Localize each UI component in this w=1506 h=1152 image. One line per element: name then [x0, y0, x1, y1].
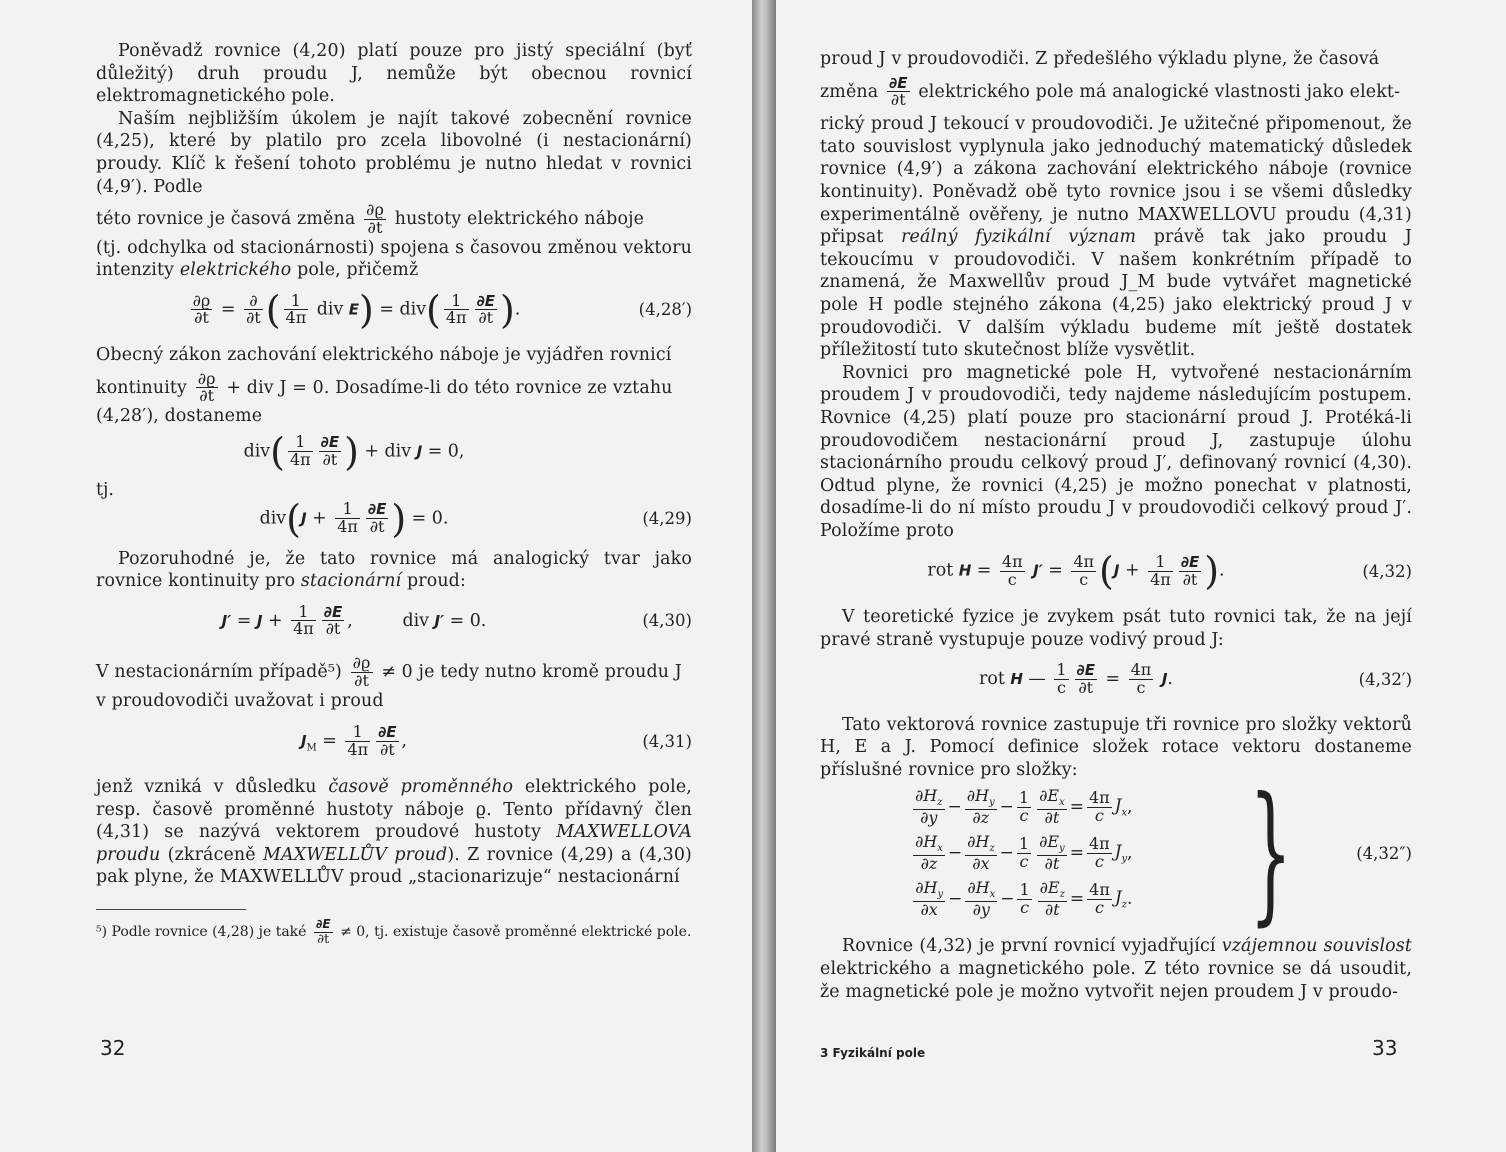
paragraph: v proudovodiči uvažovat i proud: [96, 690, 384, 711]
equation-row-z: $\frac{\partial H_y}{\partial x}$ − $\frac{\partial H_x}{\partial y}$ − $\frac{1}{c}$ $\frac{\partial E_z}{\partial t}$ = $\frac{4\pi}{c}$ $J_z$ .: [915, 878, 1133, 919]
equation-label: (4,32): [1362, 561, 1412, 581]
paragraph: Obecný zákon zachování elektrického náboje je vyjádřen rovnicí: [96, 344, 672, 365]
math-fraction: $\frac{\partial ϱ}{\partial t}$: [197, 368, 216, 406]
math-fraction: $\frac{\partial E}{\partial t}$: [315, 917, 331, 947]
paragraph: Poněvadž rovnice (4,20) platí pouze pro jistý speciální (byť důležitý) druh proudu J, nemůže být obecnou rovnicí elektromagnetického pole.: [96, 41, 692, 107]
paragraph-line: [96, 368, 692, 406]
text-run: hustoty elektrického náboje: [394, 208, 645, 229]
equation-label: (4,29): [642, 509, 692, 529]
text-run: elektrického pole má analogické vlastnosti jako elekt-: [918, 81, 1401, 102]
equation-body: div( $\frac{1}{4\pi}$ $\frac{\partial E}{\partial t}$ ) + div J = 0,: [243, 429, 465, 474]
left-page: [0, 0, 752, 1152]
equation-body: div(J + $\frac{1}{4\pi}$ $\frac{\partial E}{\partial t}$ ) = 0.: [259, 496, 449, 541]
left-text-column: [96, 40, 692, 946]
equation-label: (4,31): [642, 731, 692, 751]
equation-4-28: [96, 282, 692, 338]
equation-row-x: $\frac{\partial H_z}{\partial y}$ − $\frac{\partial H_y}{\partial z}$ − $\frac{1}{c}$ $\frac{\partial E_x}{\partial t}$ = $\frac{4\pi}{c}$ $J_x$ ,: [915, 786, 1133, 827]
emphasis: vzájemnou souvislost: [1221, 936, 1413, 957]
equation-body: rot H — $\frac{1}{c}$ $\frac{\partial E}{\partial t}$ = $\frac{4\pi}{c}$ J.: [979, 660, 1173, 698]
text-run: V nestacionárním případě⁵): [96, 661, 342, 682]
emphasis: elektrického: [179, 260, 292, 281]
text-run: ≠ 0, tj. existuje časově proměnné elektrické pole.: [340, 924, 692, 941]
text-run: elektrického a magnetického pole. Z této rovnice se dá usoudit, že magnetické pole je možno vytvořit nejen proudem J v proudo-: [820, 959, 1412, 1002]
equation-4-29: [96, 476, 692, 542]
text-run: (zkráceně: [167, 844, 256, 865]
footnote: [96, 918, 692, 946]
page-number: 33: [1372, 1036, 1398, 1060]
emphasis: reálný fyzikální význam: [901, 227, 1137, 248]
paragraph: proud J v proudovodiči. Z předešlého výkladu plyne, že časová: [820, 49, 1380, 69]
equation-system-4-32-double-prime: [820, 766, 1412, 941]
right-page: [776, 0, 1506, 1152]
equation-label: (4,32′): [1358, 670, 1412, 690]
text-run: ⁵) Podle rovnice (4,28) je také: [96, 924, 307, 941]
text-run: Pozoruhodné je, že tato rovnice má analogický tvar jako rovnice kontinuity pro: [96, 548, 692, 592]
math-fraction: $\frac{\partial E}{\partial t}$: [888, 73, 908, 110]
book-gutter: [752, 0, 776, 1152]
footnote-rule: [96, 909, 246, 910]
text-run: + div J = 0. Dosadíme-li do této rovnice ze vztahu: [226, 377, 673, 398]
equation-label: (4,32″): [1356, 843, 1412, 863]
equation-label: (4,28′): [638, 300, 692, 320]
text-run: této rovnice je časová změna: [96, 208, 356, 229]
right-text-column: [820, 48, 1412, 1003]
text-run: proud:: [406, 571, 466, 592]
paragraph: Tato vektorová rovnice zastupuje tři rovnice pro složky vektorů H, E a J. Pomocí definice složek rotace vektoru dostaneme příslušné rovnice pro složky:: [820, 714, 1412, 780]
emphasis: MAXWELLŮV proud: [263, 844, 448, 865]
text-run: ). Z rovnice (4,29) a (4,30) pak plyne, že MAXWELLŮV proud „stacionarizuje“ nestacionární: [96, 844, 692, 888]
running-footer: 3 Fyzikální pole: [820, 1046, 926, 1060]
equation-4-30: [96, 593, 692, 649]
paragraph: Naším nejbližším úkolem je najít takové zobecnění rovnice (4,25), které by platilo pro zcela libovolné (i nestacionární) proudy. Klíč k řešení tohoto problému je nutno hledat v rovnici (4,9′). Podle: [96, 108, 692, 197]
equation-body: $\frac{\partial ϱ}{\partial t}$ = $\frac{\partial}{\partial t}$ ( $\frac{1}{4\pi}$ div E) = div( $\frac{1}{4\pi}$ $\frac{\partial E}{\partial t}$ ).: [192, 287, 521, 332]
math-fraction: $\frac{\partial ϱ}{\partial t}$: [366, 200, 385, 237]
paragraph: (4,28′), dostaneme: [96, 406, 263, 427]
emphasis: stacionární: [300, 571, 402, 592]
text-run: právě tak jako proudu J tekoucímu v proudovodiči. V našem konkrétním případě to znamená, že Maxwellův proud J_M bude vytvářet magnetické pole H podle stejného zákona (4,25) jako elektrický proud J v proudovodiči. V dalším výkladu budeme mít ještě dostatek příležitostí tuto skutečnost blíže vysvětlit.: [820, 227, 1412, 361]
text-run: elektrického pole, resp. časově proměnné hustoty náboje ϱ. Tento přídavný člen (4,31) se nazývá vektorem proudové hustoty: [96, 777, 692, 843]
equation-4-32-prime: [820, 652, 1412, 708]
page-number: 32: [100, 1036, 126, 1060]
text-run: jenž vzniká v důsledku: [96, 777, 317, 798]
paragraph: V teoretické fyzice je zvykem psát tuto rovnici tak, že na její pravé straně vystupuje pouze vodivý proud J:: [820, 607, 1412, 651]
text-run: kontinuity: [96, 377, 188, 398]
equation-4-31: [96, 712, 692, 770]
text-run: (tj. odchylka od stacionárnosti) spojena s časovou změnou vektoru intenzity: [96, 237, 692, 281]
paragraph: Rovnici pro magnetické pole H, vytvořené nestacionárním proudem J v proudovodiči, tedy najdeme následujícím postupem. Rovnice (4,25) platí pouze pro stacionární proud J. Protéká-li proudovodičem nestacionární proud J, zastupuje úlohu stacionárního proudu celkový proud J′, definovaný rovnicí (4,30). Odtud plyne, že rovnici (4,25) je možno ponechat v platnosti, dosadíme-li do ní místo proudu J v proudovodiči celkový proud J′. Položíme proto: [820, 362, 1412, 541]
equation-body: J′ = J + $\frac{1}{4\pi}$ $\frac{\partial E}{\partial t}$ , div J′ = 0.: [221, 601, 487, 639]
equation-body: $J_M$ = $\frac{1}{4\pi}$ $\frac{\partial E}{\partial t}$ ,: [300, 721, 408, 759]
paragraph-line: [96, 652, 692, 690]
text-run: ≠ 0 je tedy nutno kromě proudu J: [381, 661, 682, 682]
emphasis: časově proměnného: [328, 777, 514, 798]
equation-unnumbered: [96, 428, 692, 476]
text-run: změna: [820, 81, 879, 102]
equation-rows: [820, 784, 1223, 922]
emphasis: MAXWELLOVA proudu: [96, 822, 692, 865]
paragraph-line: [820, 75, 1412, 110]
equation-4-32: [820, 542, 1412, 600]
paragraph: [820, 935, 1412, 1003]
paragraph: [820, 113, 1412, 362]
paragraph: [96, 776, 692, 889]
paragraph-line: [96, 202, 692, 237]
equation-label: (4,30): [642, 611, 692, 631]
paragraph: [96, 237, 692, 282]
right-brace: }: [1248, 766, 1292, 941]
equation-body: rot H = $\frac{4\pi}{c}$ J′ = $\frac{4\pi}{c}$ (J + $\frac{1}{4\pi}$ $\frac{\partial E}{\partial t}$ ).: [927, 549, 1225, 594]
paragraph: [96, 548, 692, 593]
text-run: rický proud J tekoucí v proudovodiči. Je užitečné připomenout, že tato souvislost vyplynula jako jednoduchý matematický důsledek rovnice (4,9′) a zákona zachování elektrického náboje (rovnice kontinuity). Poněvadž obě tyto rovnice jsou i se všemi důsledky experimentálně ověřeny, je nutno MAXWELLOVU proudu (4,31) připsat: [820, 114, 1412, 248]
math-fraction: $\frac{\partial ϱ}{\partial t}$: [352, 652, 371, 690]
tj-label: tj.: [96, 479, 114, 500]
text-run: Rovnice (4,32) je první rovnicí vyjadřující: [842, 936, 1216, 957]
text-run: pole, přičemž: [297, 260, 419, 281]
equation-row-y: $\frac{\partial H_x}{\partial z}$ − $\frac{\partial H_z}{\partial x}$ − $\frac{1}{c}$ $\frac{\partial E_y}{\partial t}$ = $\frac{4\pi}{c}$ $J_y$ ,: [915, 832, 1133, 873]
